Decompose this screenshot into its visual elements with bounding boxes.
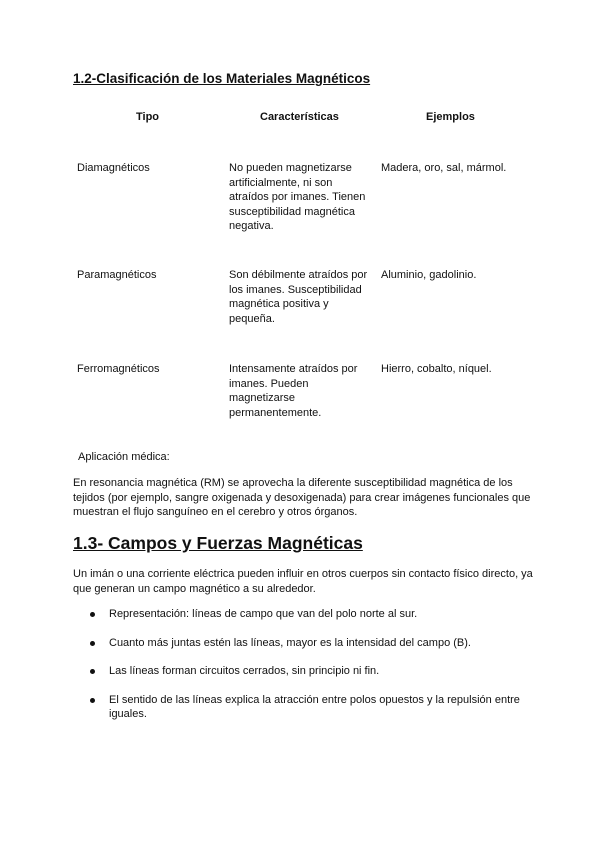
table-cell-caracteristicas: Intensamente atraídos por imanes. Pueden magnetizarse permanentemente. bbox=[229, 363, 358, 419]
bullet-icon bbox=[90, 669, 95, 674]
table-cell-tipo: Diamagnéticos bbox=[77, 162, 150, 174]
bullet-icon bbox=[90, 641, 95, 646]
table-header-ejemplos: Ejemplos bbox=[426, 111, 475, 123]
table-cell-ejemplos: Aluminio, gadolinio. bbox=[381, 269, 477, 281]
list-item bbox=[73, 636, 533, 651]
list-item-text: El sentido de las líneas explica la atracción entre polos opuestos y la repulsión entre iguales. bbox=[109, 693, 520, 720]
table-cell-caracteristicas: Son débilmente atraídos por los imanes. Susceptibilidad magnética positiva y pequeña. bbox=[229, 269, 368, 325]
section-1-3-intro: Un imán o una corriente eléctrica pueden influir en otros cuerpos sin contacto físico directo, ya que generan un campo magnético a su alrededor. bbox=[73, 568, 533, 595]
section-title-1-3: 1.3- Campos y Fuerzas Magnéticas bbox=[73, 533, 363, 553]
bullet-icon bbox=[90, 698, 95, 703]
list-item bbox=[73, 693, 533, 722]
field-lines-list bbox=[73, 607, 533, 736]
table-header-caracteristicas: Características bbox=[260, 111, 339, 123]
bullet-icon bbox=[90, 612, 95, 617]
table-cell-caracteristicas: No pueden magnetizarse artificialmente, ni son atraídos por imanes. Tienen susceptibilidad magnética negativa. bbox=[229, 162, 366, 232]
list-item bbox=[73, 607, 533, 622]
table-cell-tipo: Ferromagnéticos bbox=[77, 363, 160, 375]
medical-application-label: Aplicación médica: bbox=[78, 451, 170, 463]
list-item-text: Representación: líneas de campo que van del polo norte al sur. bbox=[109, 608, 418, 620]
table-cell-ejemplos: Hierro, cobalto, níquel. bbox=[381, 363, 492, 375]
list-item bbox=[73, 664, 533, 679]
list-item-text: Las líneas forman circuitos cerrados, sin principio ni fin. bbox=[109, 665, 380, 677]
table-cell-tipo: Paramagnéticos bbox=[77, 269, 157, 281]
section-title-1-2: 1.2-Clasificación de los Materiales Magnéticos bbox=[73, 71, 371, 86]
table-cell-ejemplos: Madera, oro, sal, mármol. bbox=[381, 162, 507, 174]
table-header-tipo: Tipo bbox=[136, 111, 160, 123]
medical-application-text: En resonancia magnética (RM) se aprovecha la diferente susceptibilidad magnética de los tejidos (por ejemplo, sangre oxigenada y desoxigenada) para crear imágenes funcionales que muestran el flujo sanguíneo en el cerebro y otros órganos. bbox=[73, 477, 531, 518]
list-item-text: Cuanto más juntas estén las líneas, mayor es la intensidad del campo (B). bbox=[109, 636, 471, 649]
